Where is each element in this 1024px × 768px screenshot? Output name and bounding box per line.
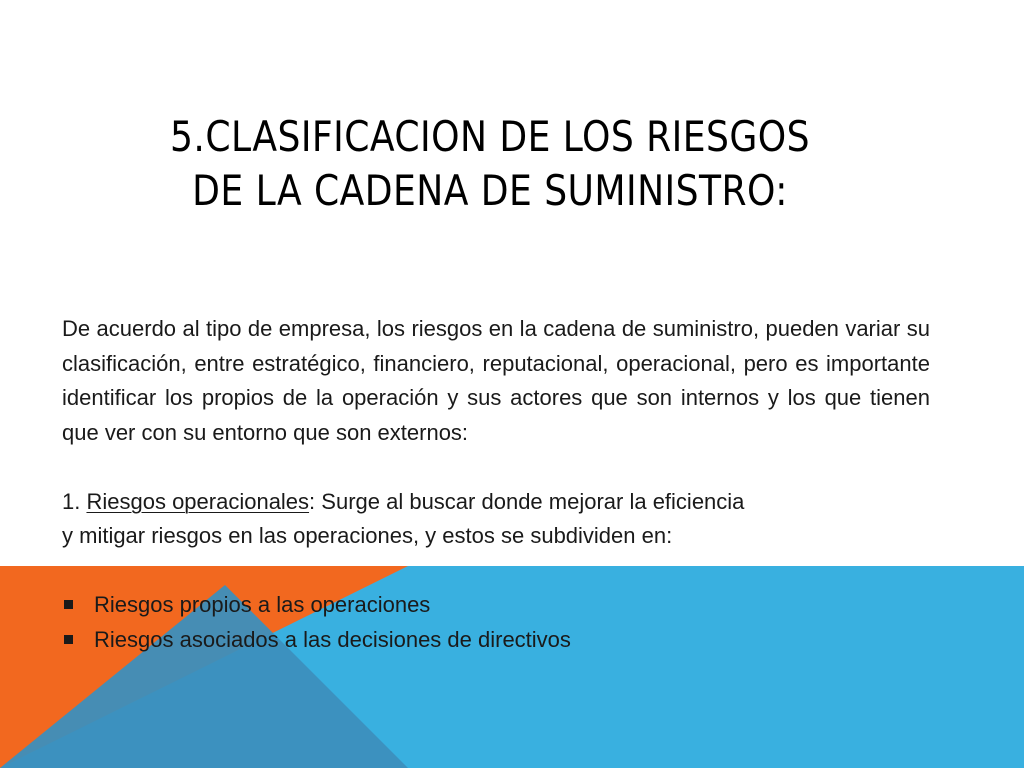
title-line-2: DE LA CADENA DE SUMINISTRO:	[192, 166, 788, 215]
title-line-1: 5.CLASIFICACION DE LOS RIESGOS	[169, 112, 811, 161]
slide-title	[103, 110, 877, 218]
section-colon: :	[309, 488, 316, 514]
section-number: 1.	[62, 488, 87, 514]
square-bullet-icon	[64, 635, 73, 644]
intro-paragraph: De acuerdo al tipo de empresa, los riesgos en la cadena de suministro, pueden variar su clasificación, entre estratégico, financiero, reputacional, operacional, pero es importante identificar los propios de la operación y sus actores que son internos y los que tienen que ver con su entorno que son externos:	[62, 316, 930, 445]
spacer	[62, 554, 930, 589]
bullet-list	[62, 588, 930, 657]
spacer	[62, 450, 930, 485]
section-text-1: Surge al buscar donde mejorar la eficiencia	[315, 488, 745, 514]
section-1-line-2: y mitigar riesgos en las operaciones, y estos se subdividen en:	[62, 523, 673, 548]
bullet-text: Riesgos propios a las operaciones	[94, 592, 431, 617]
list-item	[62, 588, 930, 623]
section-heading: Riesgos operacionales	[86, 488, 310, 514]
list-item	[62, 623, 930, 658]
slide-body	[62, 312, 930, 657]
square-bullet-icon	[64, 600, 73, 609]
bullet-text: Riesgos asociados a las decisiones de directivos	[94, 626, 571, 652]
section-1-line-1	[62, 485, 930, 520]
